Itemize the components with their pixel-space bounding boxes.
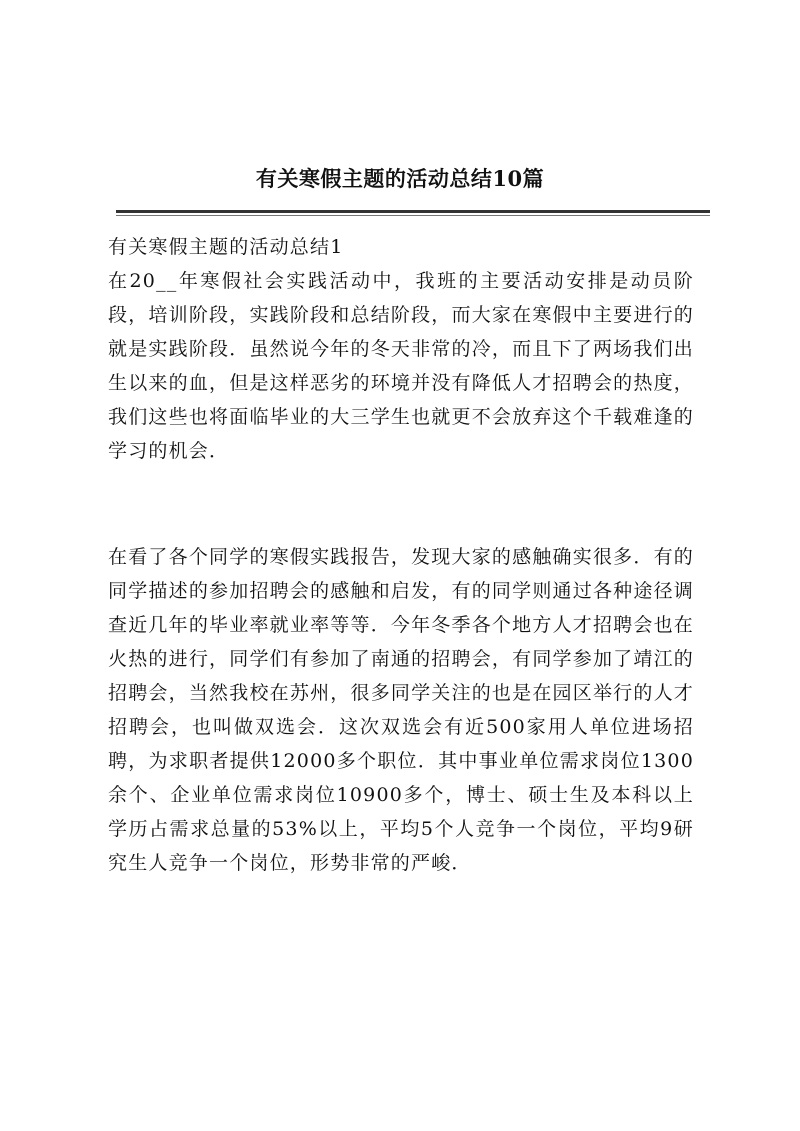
title-divider-thin [116, 215, 710, 216]
document-body [108, 230, 694, 880]
document-title: 有关寒假主题的活动总结10篇 [255, 166, 545, 191]
section-heading: 有关寒假主题的活动总结1 [108, 236, 344, 258]
title-divider [116, 210, 710, 213]
paragraph-spacer [108, 468, 694, 540]
paragraph-1: 在20__年寒假社会实践活动中，我班的主要活动安排是动员阶段，培训阶段，实践阶段和总结阶段，而大家在寒假中主要进行的就是实践阶段．虽然说今年的冬天非常的冷，而且下了两场我们出生以来的血，但是这样恶劣的环境并没有降低人才招聘会的热度，我们这些也将面临毕业的大三学生也就更不会放弃这个千载难逢的学习的机会． [108, 270, 694, 462]
paragraph-2: 在看了各个同学的寒假实践报告，发现大家的感触确实很多．有的同学描述的参加招聘会的感触和启发，有的同学则通过各种途径调查近几年的毕业率就业率等等．今年冬季各个地方人才招聘会也在火热的进行，同学们有参加了南通的招聘会，有同学参加了靖江的招聘会，当然我校在苏州，很多同学关注的也是在园区举行的人才招聘会，也叫做双选会．这次双选会有近500家用人单位进场招聘，为求职者提供12000多个职位．其中事业单位需求岗位1300余个、企业单位需求岗位10900多个，博士、硕士生及本科以上学历占需求总量的53%以上，平均5个人竞争一个岗位，平均9研究生人竞争一个岗位，形势非常的严峻． [108, 546, 694, 874]
